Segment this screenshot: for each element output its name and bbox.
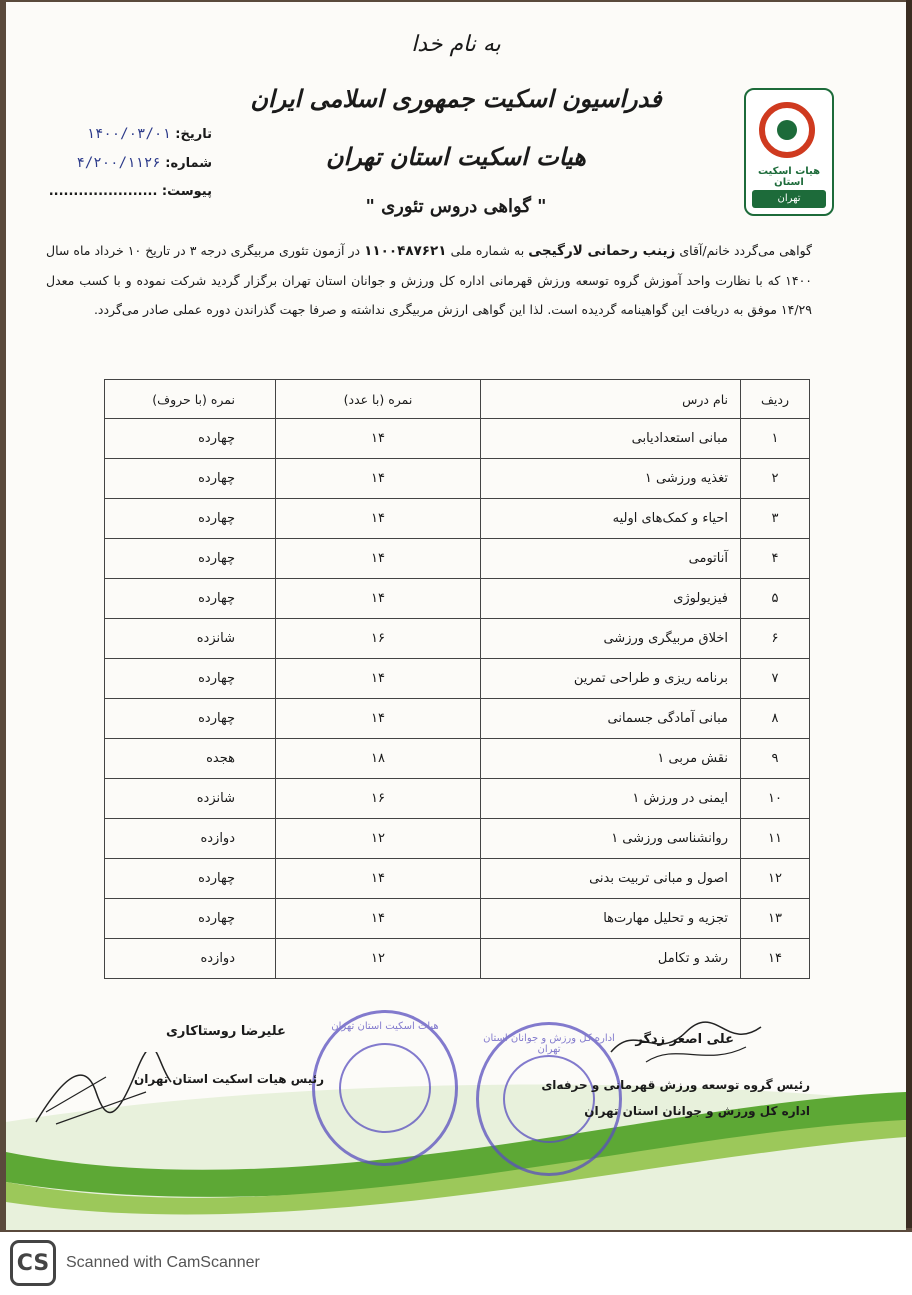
grade-number: ۱۴ <box>276 659 481 699</box>
grade-words: دوازده <box>105 819 276 859</box>
table-row <box>105 739 810 779</box>
sports-office-stamp-text: اداره کل ورزش و جوانان استان تهران <box>483 1033 615 1055</box>
course-name: برنامه ریزی و طراحی تمرین <box>481 659 741 699</box>
table-row <box>105 579 810 619</box>
row-number: ۱۴ <box>741 939 810 979</box>
row-number: ۲ <box>741 459 810 499</box>
header-grade-words: نمره (با حروف) <box>105 380 276 419</box>
row-number: ۱۱ <box>741 819 810 859</box>
stamp-emblem-icon <box>503 1055 595 1143</box>
certificate-body <box>46 236 812 324</box>
board-stamp <box>312 1010 458 1166</box>
course-name: مبانی آمادگی جسمانی <box>481 699 741 739</box>
grade-words: چهارده <box>105 499 276 539</box>
national-id-prefix: به شماره ملی <box>450 243 525 258</box>
header-grade-number: نمره (با عدد) <box>276 380 481 419</box>
grade-words: چهارده <box>105 859 276 899</box>
course-name: اصول و مبانی تربیت بدنی <box>481 859 741 899</box>
letter-meta <box>42 120 212 206</box>
body-text: در آزمون تئوری مربیگری درجه ۳ در تاریخ ۱۰ خرداد ماه سال ۱۴۰۰ که با نظارت واحد آموزش گروه توسعه ورزش قهرمانی اداره کل ورزش و جوانان استان تهران برگزار گردید شرکت نموده و با کسب معدل ۱۴/۲۹ موفق به دریافت این گواهینامه گردیده است. لذا این گواهی ارزش مربیگری نداشته و صرفا جهت گذراندن دوره عملی صادر می‌گردد. <box>46 243 812 317</box>
course-name: مبانی استعدادیابی <box>481 419 741 459</box>
grade-number: ۱۲ <box>276 939 481 979</box>
grade-number: ۱۶ <box>276 619 481 659</box>
grade-words: چهارده <box>105 539 276 579</box>
background-edge <box>906 0 912 1228</box>
table-row <box>105 779 810 819</box>
grade-words: چهارده <box>105 419 276 459</box>
grade-number: ۱۴ <box>276 459 481 499</box>
table-row <box>105 899 810 939</box>
sports-office-stamp <box>476 1022 622 1176</box>
scanner-footer <box>0 1232 912 1295</box>
course-name: روانشناسی ورزشی ۱ <box>481 819 741 859</box>
row-number: ۸ <box>741 699 810 739</box>
table-row <box>105 859 810 899</box>
intro-text: گواهی می‌گردد خانم/آقای <box>679 243 812 258</box>
grade-number: ۱۲ <box>276 819 481 859</box>
number-value: ۴/۲۰۰/۱۱۲۶ <box>76 155 161 171</box>
board-head-name: علیرضا روستاکاری <box>166 1024 286 1039</box>
table-row <box>105 659 810 699</box>
camscanner-logo-icon: CS <box>10 1240 56 1286</box>
header-course-name: نام درس <box>481 380 741 419</box>
logo-caption: هیات اسکیت استان <box>757 166 821 188</box>
recipient-name: زینب رحمانی لارگیجی <box>528 243 676 259</box>
row-number: ۶ <box>741 619 810 659</box>
grade-words: چهارده <box>105 699 276 739</box>
table-row <box>105 419 810 459</box>
course-name: نقش مربی ۱ <box>481 739 741 779</box>
table-row <box>105 619 810 659</box>
row-number: ۱۰ <box>741 779 810 819</box>
course-name: فیزیولوژی <box>481 579 741 619</box>
board-title: هیات اسکیت استان تهران <box>326 142 586 171</box>
table-row <box>105 699 810 739</box>
row-number: ۳ <box>741 499 810 539</box>
table-row <box>105 459 810 499</box>
header-row-number: ردیف <box>741 380 810 419</box>
grade-number: ۱۴ <box>276 859 481 899</box>
grade-words: شانزده <box>105 619 276 659</box>
row-number: ۵ <box>741 579 810 619</box>
grades-table <box>104 379 810 979</box>
grade-number: ۱۴ <box>276 419 481 459</box>
grade-number: ۱۴ <box>276 899 481 939</box>
board-stamp-text: هیات اسکیت استان تهران <box>331 1021 439 1032</box>
course-name: تجزیه و تحلیل مهارت‌ها <box>481 899 741 939</box>
row-number: ۱۳ <box>741 899 810 939</box>
course-name: رشد و تکامل <box>481 939 741 979</box>
table-header-row <box>105 380 810 419</box>
group-head-title: رئیس گروه توسعه ورزش قهرمانی و حرفه‌ای <box>541 1078 810 1092</box>
skate-board-emblem-icon <box>759 102 815 158</box>
federation-title: فدراسیون اسکیت جمهوری اسلامی ایران <box>250 84 662 113</box>
grade-words: شانزده <box>105 779 276 819</box>
certificate-page <box>6 2 906 1230</box>
course-name: تغذیه ورزشی ۱ <box>481 459 741 499</box>
scanner-watermark: Scanned with CamScanner <box>66 1254 260 1271</box>
table-row <box>105 499 810 539</box>
grade-number: ۱۴ <box>276 539 481 579</box>
date-label: تاریخ: <box>175 127 212 142</box>
table-row <box>105 939 810 979</box>
course-name: اخلاق مربیگری ورزشی <box>481 619 741 659</box>
left-signature-scribble <box>26 1052 176 1132</box>
grade-words: چهارده <box>105 899 276 939</box>
grade-number: ۱۴ <box>276 579 481 619</box>
certificate-title: " گواهی دروس تئوری " <box>365 196 547 217</box>
group-head-office: اداره کل ورزش و جوانان استان تهران <box>584 1104 810 1118</box>
grade-number: ۱۴ <box>276 499 481 539</box>
grade-words: هجده <box>105 739 276 779</box>
skate-shoe-icon <box>339 1043 431 1133</box>
grade-number: ۱۴ <box>276 699 481 739</box>
date-row <box>42 120 212 149</box>
grade-words: دوازده <box>105 939 276 979</box>
row-number: ۱ <box>741 419 810 459</box>
course-name: ایمنی در ورزش ۱ <box>481 779 741 819</box>
logo-city: تهران <box>752 190 826 208</box>
grade-words: چهارده <box>105 459 276 499</box>
group-head-name: علی اصغر زدگر <box>635 1032 734 1047</box>
row-number: ۹ <box>741 739 810 779</box>
table-row <box>105 539 810 579</box>
skate-board-logo <box>744 88 834 216</box>
row-number: ۷ <box>741 659 810 699</box>
table-row <box>105 819 810 859</box>
grade-words: چهارده <box>105 659 276 699</box>
row-number: ۴ <box>741 539 810 579</box>
date-value: ۱۴۰۰/۰۳/۰۱ <box>86 126 171 142</box>
number-row <box>42 149 212 178</box>
national-id: ۱۱۰۰۴۸۷۶۲۱ <box>364 243 447 259</box>
board-head-title: رئیس هیات اسکیت استان تهران <box>134 1072 325 1086</box>
grade-number: ۱۸ <box>276 739 481 779</box>
basmala: به نام خدا <box>411 32 501 57</box>
row-number: ۱۲ <box>741 859 810 899</box>
course-name: آناتومی <box>481 539 741 579</box>
number-label: شماره: <box>165 156 212 171</box>
grade-words: چهارده <box>105 579 276 619</box>
grade-number: ۱۶ <box>276 779 481 819</box>
attachment-row: پیوست: ...................... <box>48 184 212 199</box>
course-name: احیاء و کمک‌های اولیه <box>481 499 741 539</box>
